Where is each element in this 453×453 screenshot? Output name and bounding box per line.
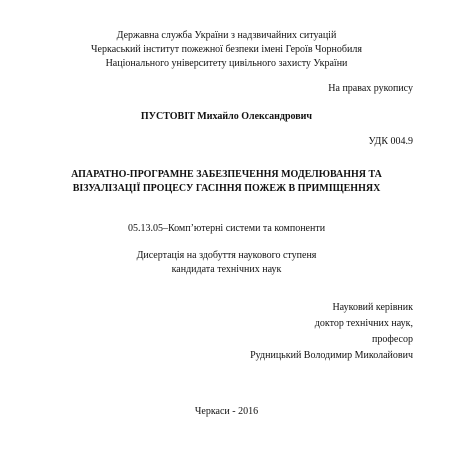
header-line-2: Черкаський інститут пожежної безпеки імені Героїв Чорнобиля bbox=[91, 44, 362, 55]
supervisor-line-4: Рудницький Володимир Миколайович bbox=[250, 350, 413, 361]
footer-city-year: Черкаси - 2016 bbox=[194, 406, 259, 417]
specialty: 05.13.05–Комп’ютерні системи та компоненти bbox=[127, 223, 326, 234]
supervisor-block bbox=[250, 300, 413, 364]
supervisor-line-2: доктор технічних наук, bbox=[314, 318, 413, 329]
title-line-1: АПАРАТНО-ПРОГРАМНЕ ЗАБЕЗПЕЧЕННЯ МОДЕЛЮВАННЯ ТА bbox=[71, 169, 382, 180]
degree-line-1: Дисертація на здобуття наукового ступеня bbox=[136, 250, 317, 261]
degree-line-2: кандидата технічних наук bbox=[171, 264, 282, 275]
supervisor-line-1: Науковий керівник bbox=[332, 302, 413, 313]
header-line-3: Національного університету цивільного захисту України bbox=[105, 58, 348, 69]
author-name: ПУСТОВІТ Михайло Олександрович bbox=[140, 111, 313, 122]
supervisor-line-3: професор bbox=[372, 334, 413, 345]
udc-code: УДК 004.9 bbox=[368, 136, 413, 147]
title-line-2: ВІЗУАЛІЗАЦІЇ ПРОЦЕСУ ГАСІННЯ ПОЖЕЖ В ПРИМІЩЕННЯХ bbox=[72, 183, 381, 194]
header-line-1: Державна служба України з надзвичайних ситуацій bbox=[116, 30, 337, 41]
manuscript-note: На правах рукопису bbox=[328, 83, 413, 94]
